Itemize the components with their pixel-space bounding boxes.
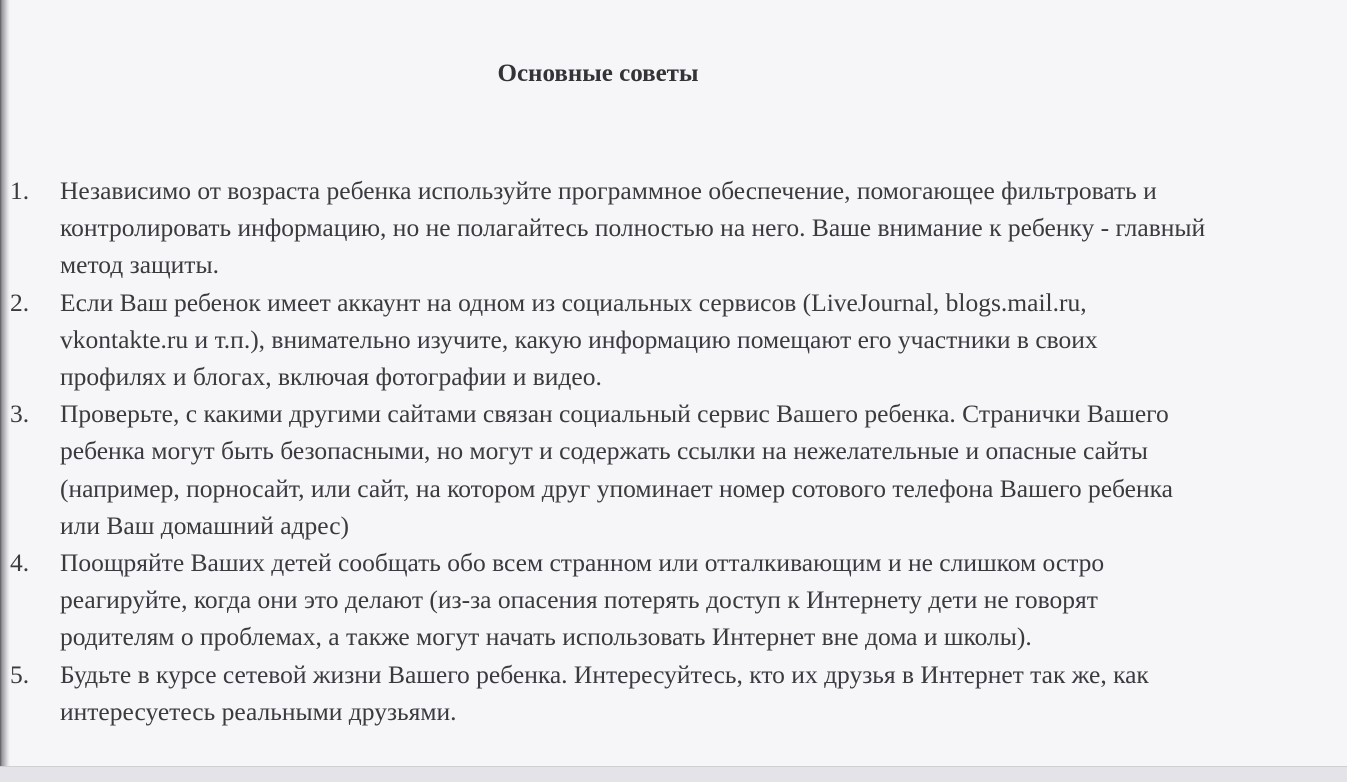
- tip-item-5: [10, 656, 1210, 730]
- page-left-edge-shadow: [0, 0, 10, 766]
- tip-item-4: [10, 544, 1210, 656]
- tip-number: 1.: [10, 176, 30, 205]
- tip-text: Проверьте, с какими другими сайтами связан социальный сервис Вашего ребенка. Странички Вашего ребенка могут быть безопасными, но могут и содержать ссылки на нежелательные и опасные сайты (например, порносайт, или сайт, на котором друг упоминает номер сотового телефона Вашего ребенка или Ваш домашний адрес): [60, 399, 1173, 540]
- tip-text: Если Ваш ребенок имеет аккаунт на одном из социальных сервисов (LiveJournal, blogs.mail.ru, vkontakte.ru и т.п.), внимательно изучите, какую информацию помещают его участники в своих профилях и блогах, включая фотографии и видео.: [60, 287, 1098, 392]
- tip-item-3: [10, 395, 1210, 544]
- tip-text: Будьте в курсе сетевой жизни Вашего ребенка. Интересуйтесь, кто их друзья в Интернет так же, как интересуетесь реальными друзьями.: [60, 659, 1149, 726]
- tip-item-2: [10, 284, 1210, 396]
- tip-number: 5.: [10, 659, 30, 689]
- document-title: Основные советы: [497, 60, 699, 87]
- tip-text: Поощряйте Ваших детей сообщать обо всем странном или отталкивающим и не слишком остро реагируйте, когда они это делают (из-за опасения потерять доступ к Интернету дети не говорят родителям о проблемах, а также могут начать использовать Интернет вне дома и школы).: [60, 548, 1105, 652]
- tip-number: 3.: [10, 399, 30, 429]
- tip-number: 2.: [10, 287, 30, 317]
- tip-number: 4.: [10, 548, 30, 578]
- page-bottom-edge: [0, 766, 1347, 782]
- tip-item-1: [10, 172, 1210, 284]
- tip-text: Независимо от возраста ребенка используйте программное обеспечение, помогающее фильтровать и контролировать информацию, но не полагайтесь полностью на него. Ваше внимание к ребенку - главный метод защиты.: [60, 176, 1206, 280]
- tips-list: [10, 172, 1210, 730]
